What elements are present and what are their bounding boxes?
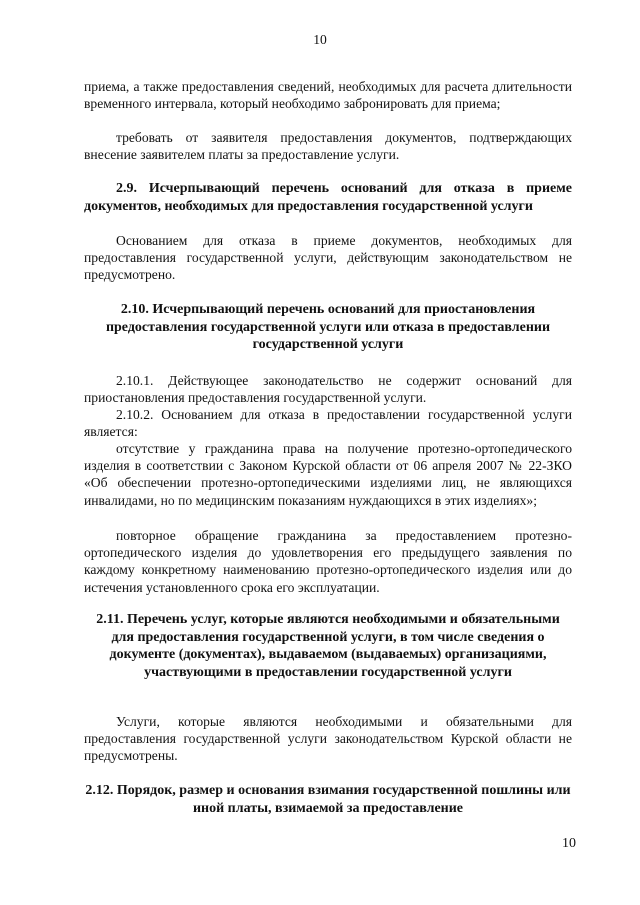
- section-heading-2-9: 2.9. Исчерпывающий перечень оснований для отказа в приеме документов, необходимых для предоставления государственной услуги: [84, 181, 572, 214]
- paragraph-necessary-services: Услуги, которые являются необходимыми и обязательными для предоставления государственной услуги законодательством Курской области не предусмотрены.: [84, 714, 572, 764]
- paragraph-2-10-1: 2.10.1. Действующее законодательство не содержит оснований для приостановления предоставления государственной услуги.: [84, 373, 572, 406]
- paragraph-no-refusal-grounds: Основанием для отказа в приеме документов, необходимых для предоставления государственной услуги, действующим законодательством не предусмотрено.: [84, 233, 572, 283]
- paragraph-repeat-request: повторное обращение гражданина за предоставлением протезно-ортопедического изделия до удовлетворения его предыдущего заявления по каждому конкретному наименованию протезно-ортопедического изделия или до истечения установленного срока его эксплуатации.: [84, 528, 572, 595]
- paragraph-no-right: отсутствие у гражданина права на получение протезно-ортопедического изделия в соответствии с Законом Курской области от 06 апреля 2007 № 22-ЗКО «Об обеспечении протезно-ортопедическими изделиями лиц, не являющихся инвалидами, но по медицинским показаниям нуждающихся в этих изделиях»;: [84, 441, 572, 508]
- section-heading-2-10: 2.10. Исчерпывающий перечень оснований для приостановления предоставления государственной услуги или отказа в предоставлении государственной услуги: [105, 302, 551, 353]
- section-heading-2-12: 2.12. Порядок, размер и основания взимания государственной пошлины или иной платы, взимаемой за предоставление: [85, 783, 571, 816]
- paragraph-continuation: приема, а также предоставления сведений, необходимых для расчета длительности временного интервала, который необходимо забронировать для приема;: [84, 79, 572, 112]
- page-number-top: 10: [313, 32, 327, 47]
- page-number-bottom: 10: [562, 836, 576, 851]
- paragraph-payment-docs: требовать от заявителя предоставления документов, подтверждающих внесение заявителем платы за предоставление услуги.: [84, 130, 572, 163]
- section-heading-2-11: 2.11. Перечень услуг, которые являются необходимыми и обязательными для предоставления государственной услуги, в том числе сведения о документе (документах), выдаваемом (выдаваемых) организациями, участвующими в предоставлении государственной услуги: [96, 612, 560, 680]
- paragraph-2-10-2: 2.10.2. Основанием для отказа в предоставлении государственной услуги является:: [84, 407, 572, 440]
